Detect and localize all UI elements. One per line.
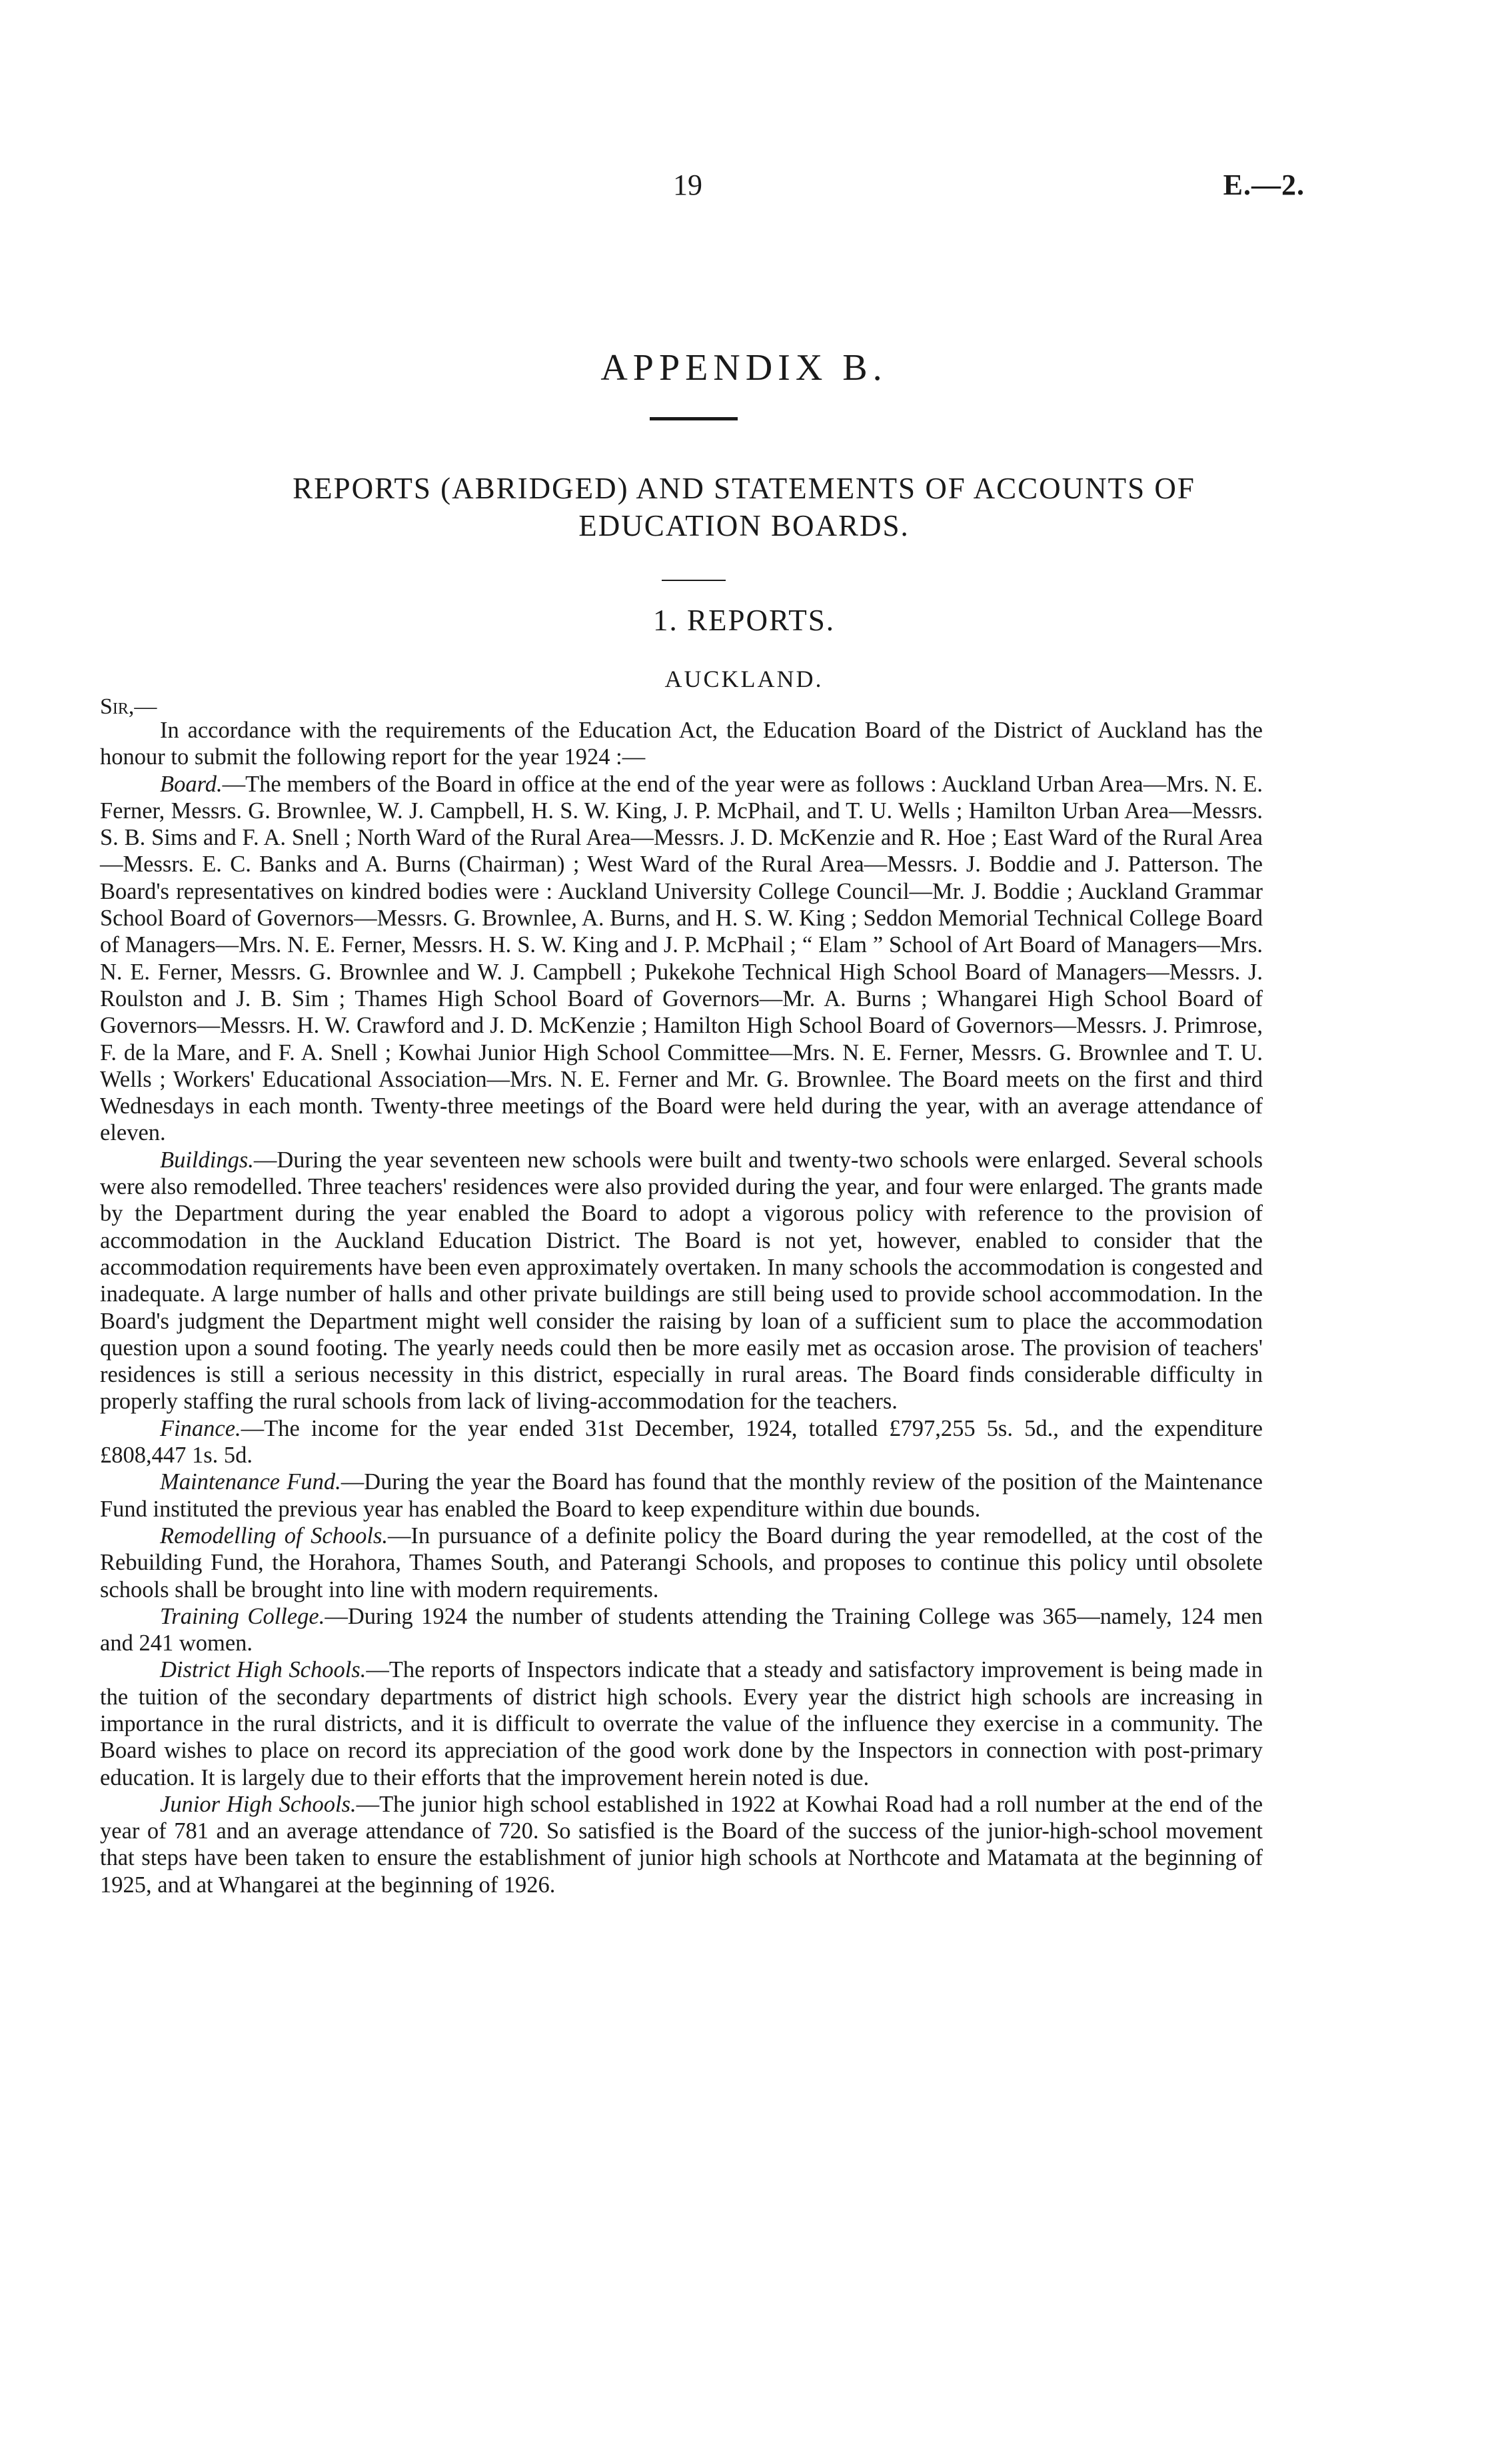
- page-number: 19: [673, 169, 702, 201]
- paragraph-board: [100, 771, 1263, 1147]
- paragraph-text: —During the year seventeen new schools were built and twenty-two schools were enlarged. Several schools were also remodelled. Three teachers' residences were also provided during the year, and four were enlarged. The grants made by the Department during the year enabled the Board to adopt a vigorous policy with reference to the provision of accommodation in the Auckland Education District. The Board is not yet, however, enabled to consider that the accommodation requirements have been even approximately overtaken. In many schools the accommodation is congested and inadequate. A large number of halls and other private buildings are still being used to provide school accommodation. In the Board's judgment the Department might well consider the raising by loan of a sufficient sum to place the accommodation question upon a sound footing. The yearly needs could then be more easily met as occasion arose. The provision of teachers' residences is still a serious necessity in this district, especially in rural areas. The Board finds considerable difficulty in properly staffing the rural schools from lack of living-accommodation for the teachers.: [100, 1147, 1263, 1415]
- paragraph-heading: Junior High Schools.: [160, 1791, 357, 1817]
- paragraph-text: In accordance with the requirements of the Education Act, the Education Board of the District of Auckland has the honour to submit the following report for the year 1924 :—: [100, 718, 1263, 770]
- region-title: AUCKLAND.: [664, 666, 824, 692]
- title-rule-thick: [650, 417, 738, 420]
- paragraph-heading: District High Schools.: [160, 1657, 367, 1683]
- main-title: [100, 470, 1388, 544]
- paragraph-heading: Finance.: [160, 1415, 241, 1441]
- section-title: 1. REPORTS.: [652, 604, 836, 637]
- appendix-title: APPENDIX B.: [600, 347, 888, 388]
- paragraph-heading: Remodelling of Schools.: [160, 1523, 388, 1548]
- paragraph-heading: Buildings.: [160, 1147, 254, 1173]
- document-reference: E.—2.: [1223, 169, 1305, 201]
- main-title-line-2: EDUCATION BOARDS.: [578, 509, 910, 542]
- paragraph-text: —The members of the Board in office at the end of the year were as follows : Auckland Urban Area—Mrs. N. E. Ferner, Messrs. G. Brownlee, W. J. Campbell, H. S. W. King, J. P. McPhail, and T. U. Wells ; Hamilton Urban Area—Messrs. S. B. Sims and F. A. Snell ; North Ward of the Rural Area—Messrs. J. D. McKenzie and R. Hoe ; East Ward of the Rural Area—Messrs. E. C. Banks and A. Burns (Chairman) ; West Ward of the Rural Area—Messrs. J. Boddie and J. Patterson. The Board's representatives on kindred bodies were : Auckland University College Council—Mr. J. Boddie ; Auckland Grammar School Board of Governors—Messrs. G. Brownlee, A. Burns, and H. S. W. King ; Seddon Memorial Technical College Board of Managers—Mrs. N. E. Ferner, Messrs. H. S. W. King and J. P. McPhail ; “ Elam ” School of Art Board of Managers—Mrs. N. E. Ferner, Messrs. G. Brownlee and W. J. Campbell ; Pukekohe Technical High School Board of Managers—Messrs. J. Roulston and J. B. Sim ; Thames High School Board of Governors—Mr. A. Burns ; Whangarei High School Board of Governors—Messrs. H. W. Crawford and J. D. McKenzie ; Hamilton High School Board of Governors—Messrs. J. Primrose, F. de la Mare, and F. A. Snell ; Kowhai Junior High School Committee—Mrs. N. E. Ferner, Messrs. G. Brownlee and T. U. Wells ; Workers' Educational Association—Mrs. N. E. Ferner and Mr. G. Brownlee. The Board meets on the first and third Wednesdays in each month. Twenty-three meetings of the Board were held during the year, with an average attendance of eleven.: [100, 771, 1263, 1146]
- report-body: [100, 717, 1263, 1898]
- paragraph-finance: [100, 1415, 1263, 1469]
- paragraph-district-high-schools: [100, 1656, 1263, 1790]
- main-title-line-1: REPORTS (ABRIDGED) AND STATEMENTS OF ACCOUNTS OF: [293, 472, 1195, 505]
- paragraph-remodelling: [100, 1523, 1263, 1603]
- paragraph-text: —The junior high school established in 1922 at Kowhai Road had a roll number at the end of the year of 781 and an average attendance of 720. So satisfied is the Board of the success of the junior-high-school movement that steps have been taken to ensure the establishment of junior high schools at Northcote and Matamata at the beginning of 1925, and at Whangarei at the beginning of 1926.: [100, 1791, 1263, 1898]
- paragraph-heading: Board.: [160, 771, 223, 797]
- paragraph-text: —During the year the Board has found that the monthly review of the position of the Maintenance Fund instituted the previous year has enabled the Board to keep expenditure within due bounds.: [100, 1469, 1263, 1522]
- paragraph-buildings: [100, 1147, 1263, 1415]
- salutation: Sir,—: [100, 694, 157, 719]
- paragraph-heading: Training College.: [160, 1603, 325, 1629]
- paragraph-training-college: [100, 1603, 1263, 1657]
- paragraph-maintenance-fund: [100, 1469, 1263, 1523]
- title-rule-thin: [662, 580, 726, 581]
- paragraph-intro: [100, 717, 1263, 771]
- paragraph-text: —The reports of Inspectors indicate that a steady and satisfactory improvement is being made in the tuition of the secondary departments of district high schools. Every year the district high schools are increasing in importance in the rural districts, and it is difficult to overrate the value of the influence they exercise in a community. The Board wishes to place on record its appreciation of the good work done by the Inspectors in connection with post-primary education. It is largely due to their efforts that the improvement herein noted is due.: [100, 1657, 1263, 1790]
- paragraph-junior-high-schools: [100, 1791, 1263, 1898]
- paragraph-heading: Maintenance Fund.: [160, 1469, 341, 1495]
- paragraph-text: —The income for the year ended 31st December, 1924, totalled £797,255 5s. 5d., and the expenditure £808,447 1s. 5d.: [100, 1415, 1263, 1469]
- paragraph-text: —In pursuance of a definite policy the Board during the year remodelled, at the cost of the Rebuilding Fund, the Horahora, Thames South, and Paterangi Schools, and proposes to continue this policy until obsolete schools shall be brought into line with modern requirements.: [100, 1523, 1263, 1602]
- paragraph-text: —During 1924 the number of students attending the Training College was 365—namely, 124 men and 241 women.: [100, 1603, 1263, 1656]
